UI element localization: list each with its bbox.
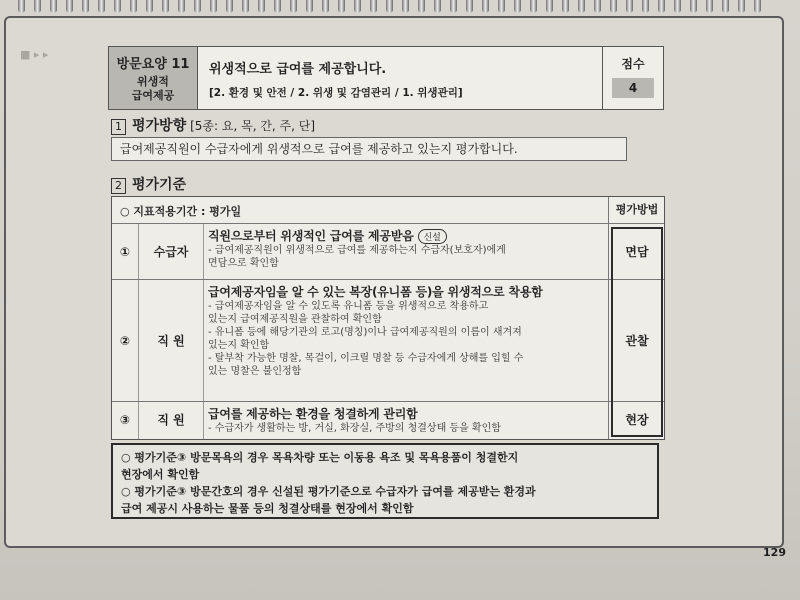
indicator-path: [2. 환경 및 안전 / 2. 위생 및 감염관리 / 1. 위생관리] [209, 87, 463, 99]
section-evaluation-direction [111, 115, 315, 135]
row-number: ③ [119, 413, 131, 427]
score-block [602, 47, 663, 109]
section-title: 평가기준 [132, 177, 187, 193]
application-period: ○ 지표적용기간 : 평가일 [120, 205, 242, 218]
section-title: 평가방향 [132, 118, 187, 134]
new-badge: 신설 [418, 229, 447, 244]
method-header: 평가방법 [608, 197, 665, 223]
row-content [208, 405, 608, 435]
page-number: 129 [763, 546, 786, 559]
indicator-category-line2: 급여제공 [131, 89, 175, 102]
score-value: 4 [612, 78, 654, 98]
row-method: 관찰 [608, 280, 665, 402]
row-heading: 직원으로부터 위생적인 급여를 제공받음 [208, 229, 414, 243]
note-line: 급여 제공시 사용하는 물품 등의 청결상태를 현장에서 확인함 [121, 502, 414, 515]
row-detail-line: - 급여제공직원이 위생적으로 급여를 제공하는지 수급자(보호자)에게 [208, 245, 506, 256]
notes-box [111, 443, 659, 519]
section-number: 1 [111, 119, 126, 135]
indicator-header [108, 46, 664, 110]
note-line: ○ 평가기준③ 방문간호의 경우 신설된 평가기준으로 수급자가 급여를 제공받는 환경과 [121, 485, 536, 498]
row-detail-line: - 유니폼 등에 해당기관의 로고(명칭)이나 급여제공직원의 이름이 새겨져 [208, 327, 522, 338]
row-method: 면담 [608, 224, 665, 280]
row-content [208, 227, 608, 270]
note-line: 현장에서 확인함 [121, 468, 200, 481]
row-detail-line: - 탈부착 가능한 명찰, 목걸이, 이크릴 명찰 등 수급자에게 상해를 입힐 수 [208, 353, 524, 364]
table-row [112, 223, 664, 280]
bleed-through-text: ■ ▸ ▸ [20, 48, 49, 61]
criteria-table [111, 196, 665, 440]
row-content [208, 283, 608, 378]
row-number: ② [119, 334, 131, 348]
row-method: 현장 [608, 402, 665, 439]
row-heading: 급여를 제공하는 환경을 청결하게 관리함 [208, 407, 418, 421]
table-row [112, 279, 664, 402]
row-detail-line: - 수급자가 생활하는 방, 거실, 화장실, 주방의 청결상태 등을 확인함 [208, 423, 501, 434]
row-target: 직 원 [138, 280, 204, 402]
table-row [112, 401, 664, 439]
row-detail-line: 있는지 확인함 [208, 340, 270, 351]
row-heading: 급여제공자임을 알 수 있는 복장(유니폼 등)을 위생적으로 착용함 [208, 285, 543, 299]
method-highlight-box [611, 227, 663, 437]
section-types: [5종: 요, 목, 간, 주, 단] [190, 119, 316, 133]
row-target: 수급자 [138, 224, 204, 280]
note-line: ○ 평가기준③ 방문목욕의 경우 목욕차량 또는 이동용 욕조 및 목욕용품이 청결한지 [121, 451, 519, 464]
indicator-code-block [109, 47, 198, 109]
row-target: 직 원 [138, 402, 204, 439]
section-evaluation-criteria [111, 174, 186, 194]
evaluation-direction-text: 급여제공직원이 수급자에게 위생적으로 급여를 제공하고 있는지 평가합니다. [111, 137, 627, 161]
indicator-title: 위생적으로 급여를 제공합니다. [209, 62, 387, 77]
score-label: 점수 [621, 57, 645, 71]
indicator-code: 방문요양 11 [116, 57, 190, 72]
spiral-binding [0, 0, 800, 14]
section-number: 2 [111, 178, 126, 194]
row-detail-line: 면담으로 확인함 [208, 258, 279, 269]
row-detail-line: 있는 명찰은 불인정함 [208, 366, 302, 377]
row-number: ① [119, 245, 131, 259]
indicator-category-line1: 위생적 [137, 75, 169, 88]
row-detail-line: 있는지 급여제공직원을 관찰하여 확인함 [208, 314, 382, 325]
row-detail-line: - 급여제공자임을 알 수 있도록 유니폼 등을 위생적으로 착용하고 [208, 301, 489, 312]
